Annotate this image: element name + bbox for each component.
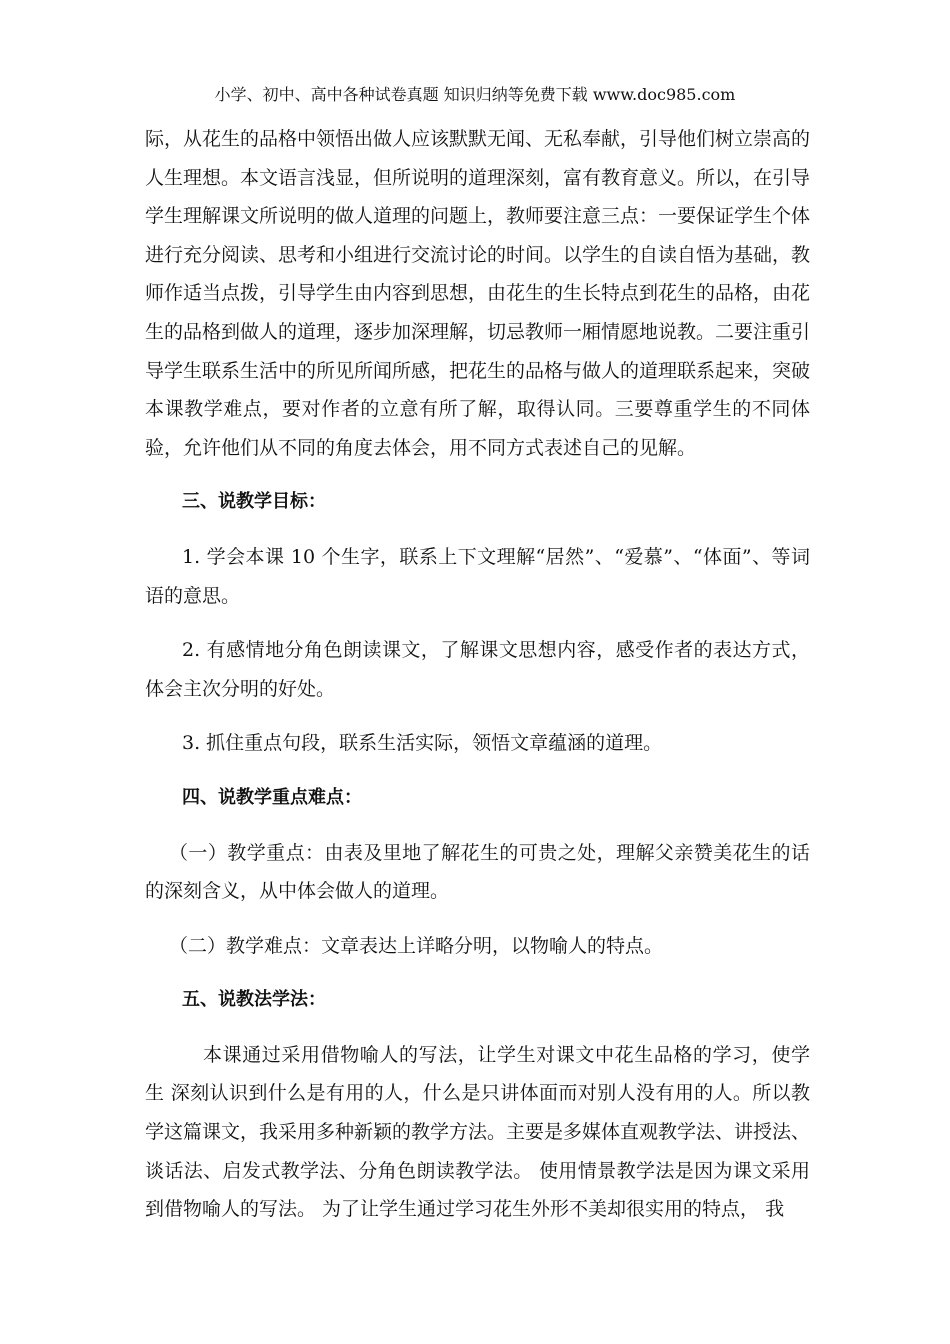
- section-heading-methods: 五、说教法学法：: [182, 989, 326, 1011]
- goal-item-3: 3. 抓住重点句段，联系生活实际，领悟文章蕴涵的道理。: [182, 732, 663, 755]
- intro-paragraph: 际，从花生的品格中领悟出做人应该默默无闻、无私奉献，引导他们树立崇高的人生理想。本文语言浅显，但所说明的道理深刻，富有教育意义。所以，在引导学生理解课文所说明的做人道理的问题上，教师要注意三点：一要保证学生个体进行充分阅读、思考和小组进行交流讨论的时间。以学生的自读自悟为基础，教师作适当点拨，引导学生由内容到思想，由花生的生长特点到花生的品格，由花生的品格到做人的道理，逐步加深理解，切忌教师一厢情愿地说教。二要注重引导学生联系生活中的所见所闻所感，把花生的品格与做人的道理联系起来，突破本课教学难点，要对作者的立意有所了解，取得认同。三要尊重学生的不同体验，允许他们从不同的角度去体会，用不同方式表述自己的见解。: [145, 128, 811, 459]
- goal-item-1: 1. 学会本课 10 个生字，联系上下文理解“居然”、“爱慕”、“体面”、等词语的意思。: [145, 545, 810, 607]
- methods-paragraph: 本课通过采用借物喻人的写法，让学生对课文中花生品格的学习，使学生 深刻认识到什么是有用的人，什么是只讲体面而对别人没有用的人。所以教学这篇课文，我采用多种新颖的教学方法。主要是多媒体直观教学法、讲授法、谈话法、启发式教学法、分角色朗读教学法。 使用情景教学法是因为课文采用到借物喻人的写法。 为了让学生通过学习花生外形不美却很实用的特点， 我: [145, 1043, 811, 1221]
- key-point-item-2: （二）教学难点：文章表达上详略分明，以物喻人的特点。: [169, 934, 664, 957]
- goal-item-2: 2. 有感情地分角色朗读课文，了解课文思想内容，感受作者的表达方式，体会主次分明的好处。: [145, 639, 810, 700]
- page-header: 小学、初中、高中各种试卷真题 知识归纳等免费下载 www.doc985.com: [214, 85, 736, 104]
- document-body: [145, 120, 810, 1229]
- section-heading-teaching-goals: 三、说教学目标：: [182, 491, 326, 513]
- section-heading-key-points: 四、说教学重点难点：: [182, 786, 362, 808]
- key-point-item-1: （一）教学重点：由表及里地了解花生的可贵之处，理解父亲赞美花生的话的深刻含义，从中体会做人的道理。: [145, 841, 810, 903]
